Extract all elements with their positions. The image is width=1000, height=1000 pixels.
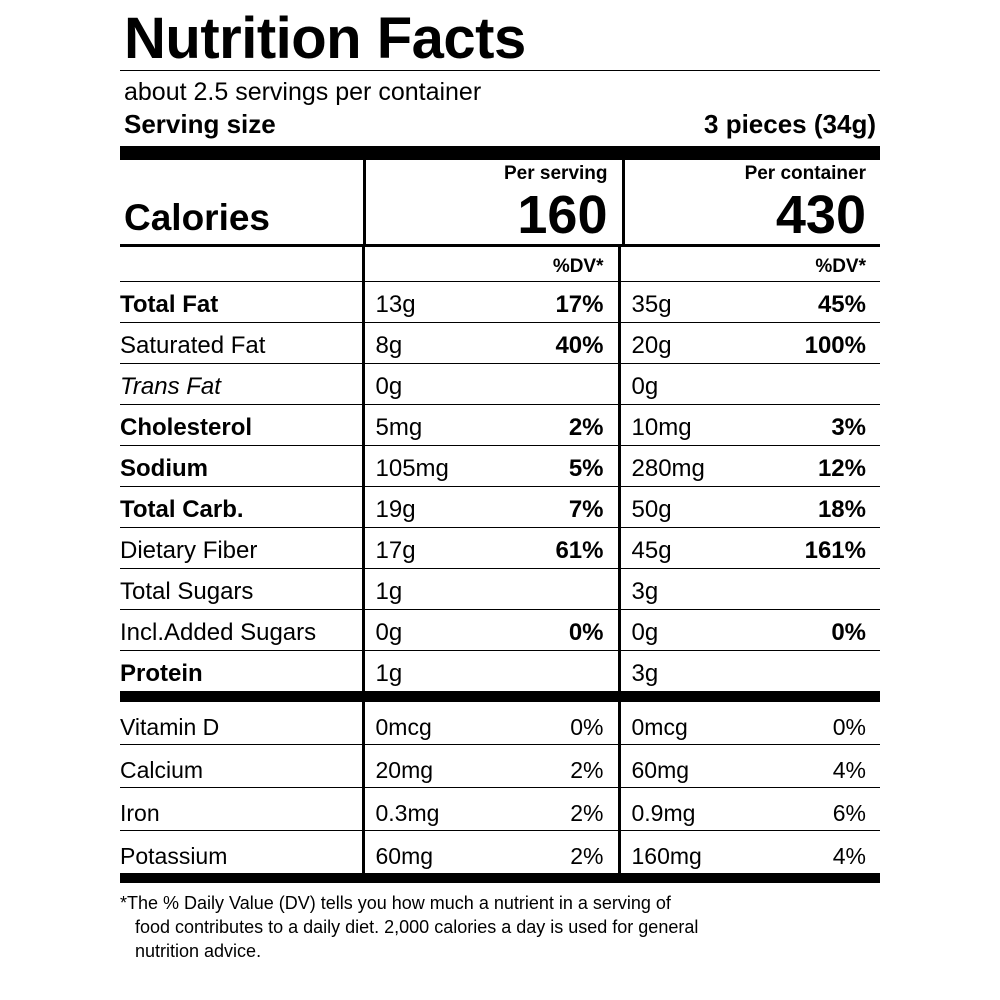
footnote: [120, 883, 880, 963]
nutrient-name: Protein: [120, 651, 363, 692]
footnote-star: *: [120, 893, 128, 913]
vitamin-dv-container: 0%: [751, 702, 880, 745]
table-row: [120, 446, 880, 487]
calories-label: Calories: [124, 197, 271, 238]
table-row: [120, 282, 880, 323]
nutrient-dv-serving: 7%: [491, 487, 619, 528]
table-row: [120, 528, 880, 569]
nutrient-dv-serving: 61%: [491, 528, 619, 569]
footnote-line-3: nutrition advice.: [135, 941, 262, 961]
calories-per-container-cell: [622, 160, 881, 244]
table-row: [120, 405, 880, 446]
per-serving-header: Per serving: [504, 163, 608, 184]
table-row: [120, 651, 880, 692]
servings-per-container: about 2.5 servings per container: [124, 78, 482, 106]
nutrient-dv-serving: 40%: [491, 323, 619, 364]
per-container-header: Per container: [744, 163, 866, 184]
nutrient-dv-container: 100%: [751, 323, 880, 364]
nutrient-name: Trans Fat: [120, 364, 363, 405]
nutrient-dv-serving: 0%: [491, 610, 619, 651]
table-row: [120, 487, 880, 528]
nutrient-dv-container: 161%: [751, 528, 880, 569]
nutrient-amount-serving: 13g: [363, 282, 491, 323]
table-row: [120, 323, 880, 364]
footnote-line-1: [120, 891, 880, 915]
nutrient-dv-container: 18%: [751, 487, 880, 528]
calories-label-cell: [120, 160, 363, 244]
nutrient-amount-container: 10mg: [619, 405, 751, 446]
nutrient-amount-serving: 105mg: [363, 446, 491, 487]
nutrient-amount-serving: 1g: [363, 569, 491, 610]
vitamin-name: Vitamin D: [120, 702, 363, 745]
calories-per-serving-value: 160: [517, 185, 608, 245]
nutrient-name: Sodium: [120, 446, 363, 487]
vitamin-name: Calcium: [120, 745, 363, 788]
nutrient-amount-container: 280mg: [619, 446, 751, 487]
calories-block: [120, 160, 880, 244]
nutrient-dv-serving: [491, 651, 619, 692]
vitamin-amount-serving: 0.3mg: [363, 788, 491, 831]
nutrient-amount-container: 50g: [619, 487, 751, 528]
nutrient-dv-container: [751, 364, 880, 405]
vitamin-amount-serving: 60mg: [363, 831, 491, 874]
serving-size-row: [120, 109, 880, 146]
nutrient-amount-container: 0g: [619, 610, 751, 651]
nutrient-name: Total Fat: [120, 282, 363, 323]
nutrient-dv-container: [751, 569, 880, 610]
table-row: [120, 788, 880, 831]
nutrient-amount-container: 0g: [619, 364, 751, 405]
footnote-line-2: food contributes to a daily diet. 2,000 calories a day is used for general: [135, 917, 699, 937]
dv-header-row: [120, 247, 880, 282]
nutrient-dv-container: 3%: [751, 405, 880, 446]
vitamin-dv-container: 4%: [751, 745, 880, 788]
nutrient-name: Incl.Added Sugars: [120, 610, 363, 651]
nutrient-dv-serving: 2%: [491, 405, 619, 446]
vitamin-dv-serving: 2%: [491, 831, 619, 874]
vitamin-table: [120, 701, 880, 873]
nutrient-dv-container: 45%: [751, 282, 880, 323]
nutrient-amount-serving: 1g: [363, 651, 491, 692]
vitamin-dv-container: 6%: [751, 788, 880, 831]
vitamin-amount-container: 0.9mg: [619, 788, 751, 831]
nutrient-amount-serving: 17g: [363, 528, 491, 569]
table-row: [120, 569, 880, 610]
nutrient-name: Dietary Fiber: [120, 528, 363, 569]
calories-per-serving-cell: [363, 160, 622, 244]
page-title: Nutrition Facts: [124, 6, 526, 71]
nutrient-amount-container: 3g: [619, 569, 751, 610]
vitamin-amount-container: 60mg: [619, 745, 751, 788]
nutrient-name: Saturated Fat: [120, 323, 363, 364]
nutrient-amount-serving: 19g: [363, 487, 491, 528]
nutrient-dv-serving: [491, 364, 619, 405]
table-row: [120, 702, 880, 745]
nutrient-name: Cholesterol: [120, 405, 363, 446]
vitamin-dv-serving: 2%: [491, 745, 619, 788]
vitamin-name: Potassium: [120, 831, 363, 874]
nutrient-dv-serving: 17%: [491, 282, 619, 323]
dv-header-amt-serving: [363, 247, 491, 282]
nutrient-amount-container: 35g: [619, 282, 751, 323]
table-row: [120, 364, 880, 405]
vitamin-amount-serving: 0mcg: [363, 702, 491, 745]
dv-header-amt-container: [619, 247, 751, 282]
table-row: [120, 610, 880, 651]
vitamin-divider: [120, 691, 880, 701]
nutrient-dv-serving: [491, 569, 619, 610]
nutrient-amount-container: 20g: [619, 323, 751, 364]
nutrient-amount-serving: 0g: [363, 610, 491, 651]
nutrient-amount-serving: 8g: [363, 323, 491, 364]
nutrient-amount-container: 45g: [619, 528, 751, 569]
vitamin-dv-serving: 0%: [491, 702, 619, 745]
vitamin-dv-container: 4%: [751, 831, 880, 874]
table-row: [120, 745, 880, 788]
nutrient-dv-container: 0%: [751, 610, 880, 651]
nutrient-dv-container: [751, 651, 880, 692]
nutrient-amount-serving: 5mg: [363, 405, 491, 446]
nutrient-table: [120, 247, 880, 691]
nutrient-name: Total Sugars: [120, 569, 363, 610]
nutrition-facts-label: [120, 8, 880, 963]
calories-per-container-value: 430: [775, 185, 866, 245]
dv-header-container: %DV*: [815, 256, 866, 277]
serving-size-label: Serving size: [124, 109, 276, 139]
footnote-text-1: The % Daily Value (DV) tells you how much a nutrient in a serving of: [127, 893, 671, 913]
vitamin-amount-container: 0mcg: [619, 702, 751, 745]
vitamin-name: Iron: [120, 788, 363, 831]
nutrient-amount-serving: 0g: [363, 364, 491, 405]
nutrient-amount-container: 3g: [619, 651, 751, 692]
nutrient-name: Total Carb.: [120, 487, 363, 528]
nutrient-dv-container: 12%: [751, 446, 880, 487]
nutrient-dv-serving: 5%: [491, 446, 619, 487]
dv-header-serving: %DV*: [552, 256, 604, 277]
table-row: [120, 831, 880, 874]
vitamin-amount-container: 160mg: [619, 831, 751, 874]
vitamin-dv-serving: 2%: [491, 788, 619, 831]
thick-divider-top: [120, 146, 880, 160]
serving-size-value: 3 pieces (34g): [704, 109, 876, 139]
footnote-divider: [120, 873, 880, 883]
dv-header-blank: [120, 247, 363, 282]
vitamin-amount-serving: 20mg: [363, 745, 491, 788]
